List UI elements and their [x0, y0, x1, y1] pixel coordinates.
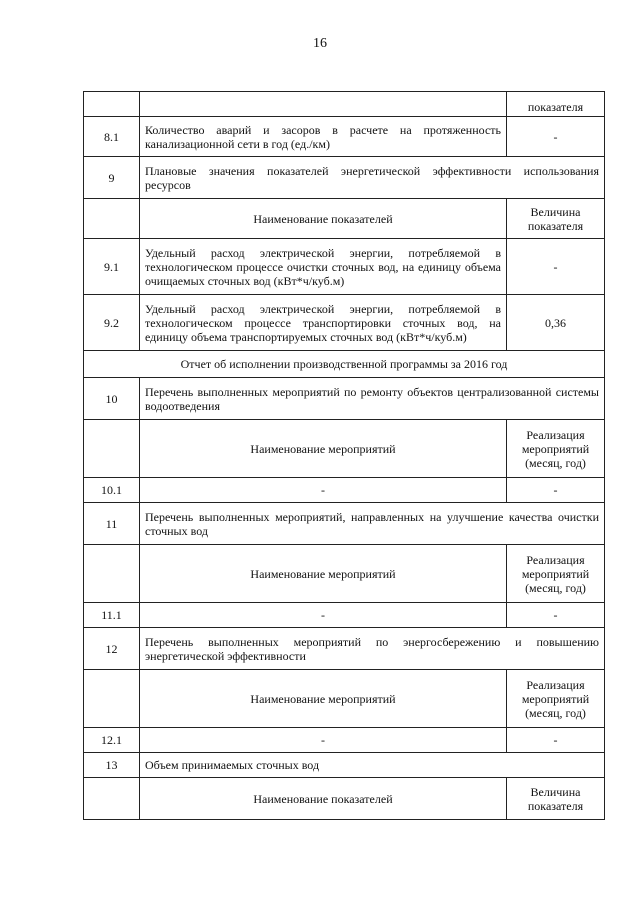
section-title-cell: Отчет об исполнении производственной программы за 2016 год — [84, 351, 605, 378]
row-number-cell: 11 — [84, 503, 140, 545]
table-row — [84, 199, 605, 239]
row-value-cell: - — [507, 603, 605, 628]
table-row — [84, 503, 605, 545]
name-header-cell: Наименование мероприятий — [140, 420, 507, 478]
row-value-cell: 0,36 — [507, 295, 605, 351]
row-value-cell: - — [507, 117, 605, 157]
row-description-cell: Объем принимаемых сточных вод — [140, 753, 605, 778]
row-number-cell: 9 — [84, 157, 140, 199]
row-description-cell: Удельный расход электрической энергии, потребляемой в технологическом процессе очистки сточных вод, на единицу объема очищаемых сточных вод (кВт*ч/куб.м) — [140, 239, 507, 295]
row-number-cell — [84, 670, 140, 728]
row-number-cell: 8.1 — [84, 117, 140, 157]
row-number-cell: 10.1 — [84, 478, 140, 503]
table-row — [84, 92, 605, 117]
row-name-cell: - — [140, 603, 507, 628]
row-description-cell: Перечень выполненных мероприятий по энергосбережению и повышению энергетической эффективности — [140, 628, 605, 670]
row-number-cell: 12.1 — [84, 728, 140, 753]
table-row — [84, 545, 605, 603]
row-description-cell: Плановые значения показателей энергетической эффективности использования ресурсов — [140, 157, 605, 199]
row-number-cell: 9.1 — [84, 239, 140, 295]
row-value-cell: - — [507, 728, 605, 753]
row-value-cell: - — [507, 478, 605, 503]
row-number-cell — [84, 199, 140, 239]
table-row — [84, 157, 605, 199]
table-row — [84, 351, 605, 378]
table-row — [84, 670, 605, 728]
table-row — [84, 628, 605, 670]
row-description-cell: Перечень выполненных мероприятий по ремонту объектов централизованной системы водоотведения — [140, 378, 605, 420]
row-name-cell: - — [140, 478, 507, 503]
row-name-cell: - — [140, 728, 507, 753]
table-row — [84, 478, 605, 503]
table-row — [84, 603, 605, 628]
value-header-cell: показателя — [507, 92, 605, 117]
table-row — [84, 239, 605, 295]
value-header-cell: Величина показателя — [507, 778, 605, 820]
table-row — [84, 378, 605, 420]
table-row — [84, 778, 605, 820]
name-header-cell: Наименование мероприятий — [140, 670, 507, 728]
indicators-table — [83, 91, 605, 820]
value-header-cell: Реализация мероприятий (месяц, год) — [507, 420, 605, 478]
row-description-cell: Количество аварий и засоров в расчете на протяженность канализационной сети в год (ед./км) — [140, 117, 507, 157]
row-number-cell — [84, 92, 140, 117]
name-header-cell: Наименование мероприятий — [140, 545, 507, 603]
row-number-cell — [84, 420, 140, 478]
value-header-cell: Величина показателя — [507, 199, 605, 239]
name-header-cell: Наименование показателей — [140, 778, 507, 820]
row-number-cell: 12 — [84, 628, 140, 670]
value-header-cell: Реализация мероприятий (месяц, год) — [507, 670, 605, 728]
row-description-cell: Перечень выполненных мероприятий, направленных на улучшение качества очистки сточных вод — [140, 503, 605, 545]
row-number-cell: 10 — [84, 378, 140, 420]
table-row — [84, 753, 605, 778]
table-row — [84, 117, 605, 157]
row-number-cell: 13 — [84, 753, 140, 778]
row-description-cell: Удельный расход электрической энергии, потребляемой в технологическом процессе транспортировки сточных вод, на единицу объема транспортируемых сточных вод (кВт*ч/куб.м) — [140, 295, 507, 351]
table-row — [84, 728, 605, 753]
row-name-cell — [140, 92, 507, 117]
name-header-cell: Наименование показателей — [140, 199, 507, 239]
page-number: 16 — [313, 36, 327, 51]
value-header-cell: Реализация мероприятий (месяц, год) — [507, 545, 605, 603]
table-row — [84, 295, 605, 351]
row-value-cell: - — [507, 239, 605, 295]
row-number-cell — [84, 545, 140, 603]
row-number-cell: 9.2 — [84, 295, 140, 351]
table-row — [84, 420, 605, 478]
row-number-cell — [84, 778, 140, 820]
row-number-cell: 11.1 — [84, 603, 140, 628]
